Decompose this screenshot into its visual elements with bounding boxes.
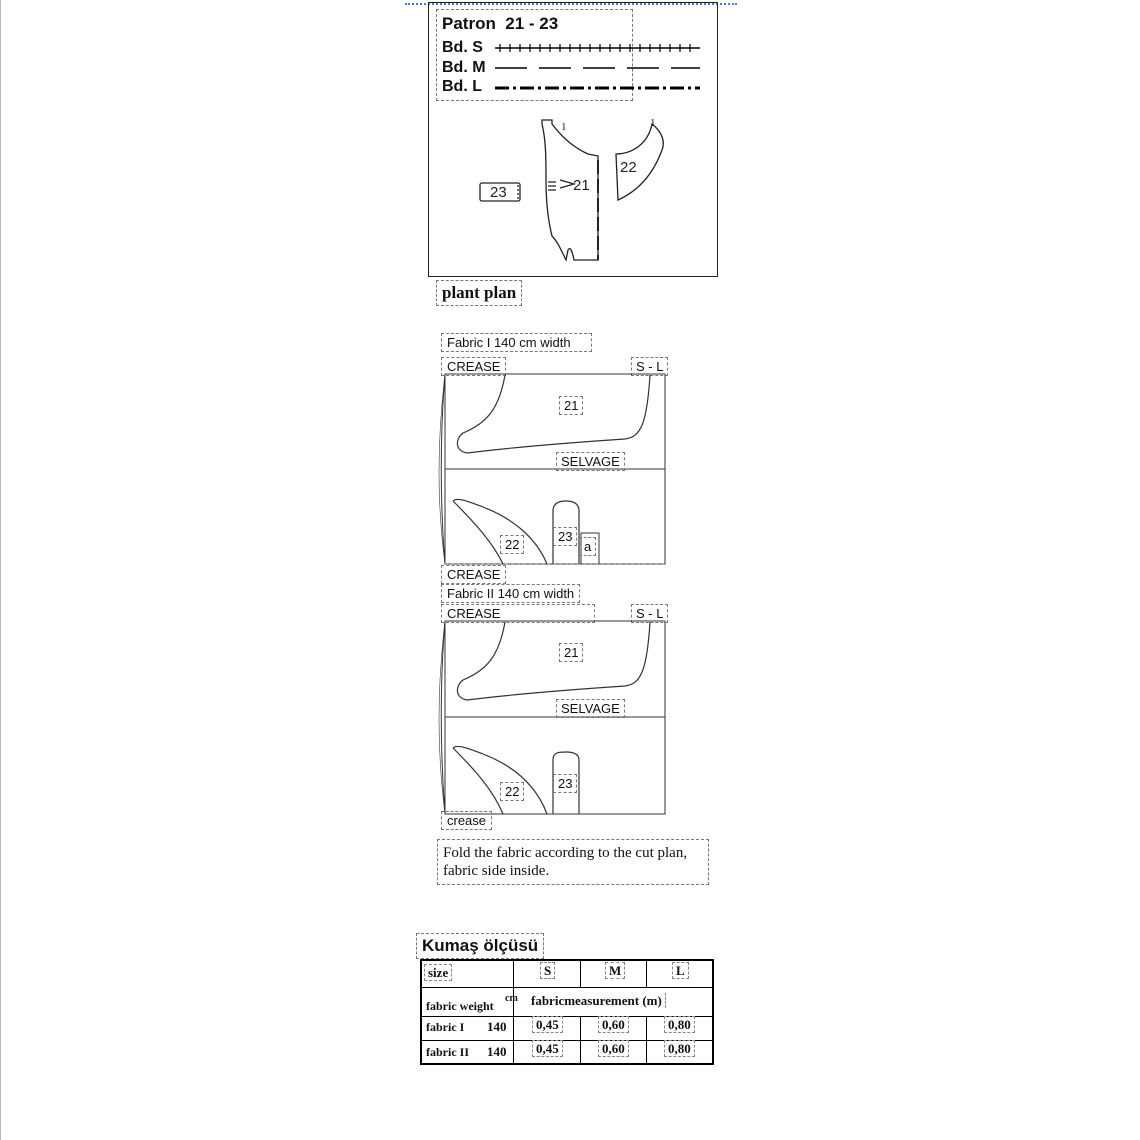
fabric2-title: Fabric II 140 cm width [441,584,580,603]
unit-header: cm [505,993,518,1004]
fabric1-label-22: 22 [500,535,524,554]
row1-value-l: 0,80 [664,1016,695,1033]
overview-pieces [470,110,690,270]
row2-value-s: 0,45 [532,1040,563,1057]
size-header: size [424,964,452,981]
fold-instruction [437,839,709,885]
row1-width: 140 [487,1019,507,1034]
overview-mark-1b: 1 [650,117,656,129]
measure-title: Kumaş ölçüsü [416,933,544,959]
fabric2-piece-22 [453,746,547,814]
overview-mark-1a: 1 [561,121,567,133]
fold-instruction-line2: fabric side inside. [443,863,550,879]
fabric1-selvage: SELVAGE [556,452,625,471]
fabric2-label-23: 23 [553,774,577,793]
size-col-l: L [672,962,689,979]
overview-label-23: 23 [490,184,507,201]
fabric1-crease-top: CREASE [441,357,506,376]
size-col-m: M [605,962,625,979]
fabric1-title: Fabric I 140 cm width [441,333,592,352]
row2-value-l: 0,80 [664,1040,695,1057]
fold-instruction-line1: Fold the fabric according to the cut plan, [443,845,688,861]
fabric2-label-22: 22 [500,782,524,801]
fabric1-label-21: 21 [559,396,583,415]
fabric1-piece-22 [453,499,547,564]
fabric1-label-23: 23 [553,527,577,546]
row1-value-s: 0,45 [532,1016,563,1033]
fabric2-piece-21 [457,622,650,700]
fabric-weight-header: fabric weight [426,999,494,1013]
fabric1-crease-bottom: CREASE [441,565,506,584]
measurement-header: fabricmeasurement (m) [528,993,666,1008]
fabric2-selvage: SELVAGE [556,699,625,718]
plant-plan-label: plant plan [436,280,522,306]
legend-label-l: Bd. L [442,78,482,95]
fabric1-size-range: S - L [631,357,668,376]
line-swatch-s [495,44,700,52]
overview-label-21: 21 [573,177,590,194]
row2-width: 140 [487,1044,507,1059]
fabric1-label-a: a [579,537,596,556]
overview-label-22: 22 [620,159,637,176]
pattern-title: Patron 21 - 23 [442,14,559,33]
legend-label-m: Bd. M [442,59,486,76]
fabric1-piece-21 [457,375,650,453]
row1-value-m: 0,60 [598,1016,629,1033]
fabric2-crease-top: CREASE [441,604,595,623]
fabric2-size-range: S - L [631,604,668,623]
left-edge-rule [0,0,1,1140]
fabric2-label-21: 21 [559,643,583,662]
legend-label-s: Bd. S [442,39,483,56]
legend-line-swatches [490,38,705,98]
fabric2-crease-bottom: crease [441,811,492,830]
size-col-s: S [540,962,555,979]
row1-name: fabric I [426,1020,465,1034]
row2-name: fabric II [426,1045,469,1059]
row2-value-m: 0,60 [598,1040,629,1057]
